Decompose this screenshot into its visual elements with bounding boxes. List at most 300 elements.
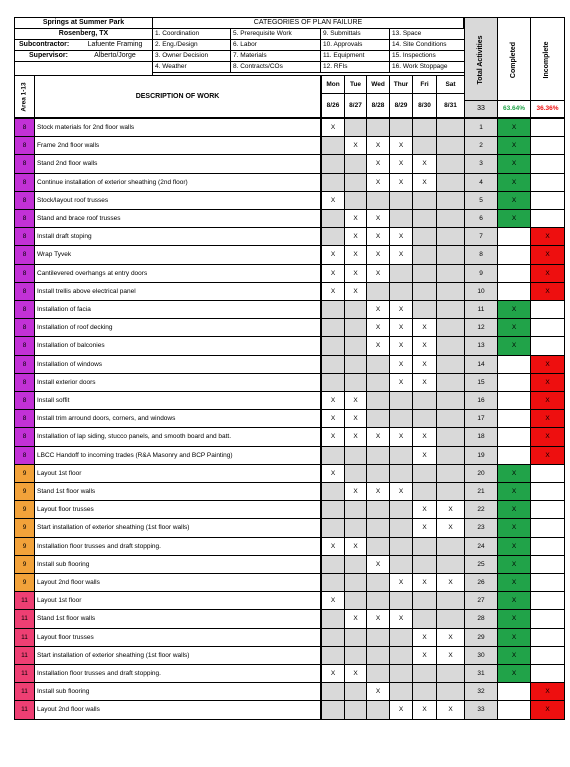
day-mark xyxy=(412,555,437,574)
activity-description: Installation of facia xyxy=(34,300,321,319)
area-cell: 8 xyxy=(14,391,35,410)
day-mark: X xyxy=(389,227,413,246)
area-cell: 11 xyxy=(14,700,35,720)
completed-cell: X xyxy=(497,154,531,174)
day-mark: X xyxy=(389,245,413,265)
completed-cell: X xyxy=(497,173,531,192)
activity-description: Install trim arround doors, corners, and windows xyxy=(34,409,321,428)
area-cell: 9 xyxy=(14,482,35,501)
area-header-label: Area 1-13 xyxy=(20,82,28,112)
day-mark: X xyxy=(321,245,345,265)
day-mark xyxy=(366,664,390,683)
category-item: 16. Work Stoppage xyxy=(389,61,465,73)
day-mark xyxy=(321,227,345,246)
day-mark: X xyxy=(366,318,390,337)
area-cell: 8 xyxy=(14,191,35,210)
incomplete-cell xyxy=(530,464,565,483)
day-mark xyxy=(389,282,413,301)
category-item: 2. Eng./Design xyxy=(152,39,231,51)
completed-cell xyxy=(497,264,531,283)
activity-number: 1 xyxy=(464,118,498,137)
activity-number: 29 xyxy=(464,628,498,647)
day-mark: X xyxy=(366,555,390,574)
day-mark xyxy=(321,318,345,337)
activity-number: 11 xyxy=(464,300,498,319)
day-mark xyxy=(344,518,367,538)
day-mark xyxy=(436,300,465,319)
completed-cell: X xyxy=(497,664,531,683)
day-mark xyxy=(321,573,345,592)
day-mark: X xyxy=(412,154,437,174)
day-mark xyxy=(366,700,390,720)
day-mark: X xyxy=(412,355,437,374)
day-mark xyxy=(412,300,437,319)
day-mark: X xyxy=(321,409,345,428)
activity-number: 27 xyxy=(464,591,498,610)
completed-cell: X xyxy=(497,573,531,592)
day-mark xyxy=(321,628,345,647)
activity-number: 24 xyxy=(464,537,498,556)
incomplete-cell: X xyxy=(530,700,565,720)
area-cell: 8 xyxy=(14,264,35,283)
completed-cell: X xyxy=(497,300,531,319)
day-mark: X xyxy=(321,664,345,683)
day-mark: X xyxy=(412,500,437,519)
completed-cell xyxy=(497,427,531,447)
category-item: 12. RFIs xyxy=(320,61,390,73)
day-mark: X xyxy=(366,173,390,192)
day-mark xyxy=(344,373,367,392)
activity-number: 4 xyxy=(464,173,498,192)
completed-cell: X xyxy=(497,118,531,137)
incomplete-cell xyxy=(530,518,565,538)
date-header: 8/28 xyxy=(366,93,390,118)
completed-cell: X xyxy=(497,482,531,501)
day-mark xyxy=(389,464,413,483)
day-mark xyxy=(436,318,465,337)
activity-description: Layout 1st floor xyxy=(34,464,321,483)
activity-number: 2 xyxy=(464,136,498,155)
total-activities-header xyxy=(464,17,498,101)
description-header: DESCRIPTION OF WORK xyxy=(34,75,321,118)
incomplete-cell: X xyxy=(530,227,565,246)
day-mark xyxy=(389,409,413,428)
day-mark: X xyxy=(436,518,465,538)
activity-number: 14 xyxy=(464,355,498,374)
area-cell: 8 xyxy=(14,336,35,356)
day-mark xyxy=(389,446,413,465)
area-cell: 8 xyxy=(14,446,35,465)
completed-cell xyxy=(497,682,531,701)
incomplete-cell xyxy=(530,500,565,519)
activity-description: Layout floor trusses xyxy=(34,628,321,647)
total-activities-label: Total Activities xyxy=(477,35,484,85)
day-mark xyxy=(389,646,413,665)
incomplete-cell xyxy=(530,537,565,556)
day-mark xyxy=(389,555,413,574)
incomplete-cell xyxy=(530,628,565,647)
day-mark: X xyxy=(366,227,390,246)
day-mark: X xyxy=(412,518,437,538)
day-mark: X xyxy=(412,628,437,647)
day-mark xyxy=(389,518,413,538)
day-mark xyxy=(412,245,437,265)
day-mark: X xyxy=(344,282,367,301)
completed-cell: X xyxy=(497,136,531,155)
activity-number: 8 xyxy=(464,245,498,265)
subcontractor-value: Lafuente Framing xyxy=(87,41,143,48)
activity-description: Stand and brace roof trusses xyxy=(34,209,321,228)
day-mark: X xyxy=(389,154,413,174)
date-header: 8/30 xyxy=(412,93,437,118)
day-mark xyxy=(321,136,345,155)
activity-number: 32 xyxy=(464,682,498,701)
day-mark: X xyxy=(344,482,367,501)
activity-number: 6 xyxy=(464,209,498,228)
day-mark xyxy=(366,391,390,410)
day-mark xyxy=(412,264,437,283)
day-mark xyxy=(366,464,390,483)
activity-description: Installation of roof decking xyxy=(34,318,321,337)
day-mark xyxy=(436,427,465,447)
day-mark: X xyxy=(366,300,390,319)
incomplete-cell xyxy=(530,573,565,592)
completed-cell xyxy=(497,245,531,265)
day-mark: X xyxy=(366,209,390,228)
completed-cell: X xyxy=(497,537,531,556)
day-mark xyxy=(344,300,367,319)
incomplete-cell xyxy=(530,591,565,610)
day-mark: X xyxy=(344,264,367,283)
day-mark: X xyxy=(412,573,437,592)
day-mark xyxy=(412,591,437,610)
day-mark xyxy=(389,500,413,519)
day-mark: X xyxy=(366,336,390,356)
day-mark xyxy=(366,628,390,647)
day-mark xyxy=(344,355,367,374)
categories-title: CATEGORIES OF PLAN FAILURE xyxy=(152,17,464,29)
day-mark xyxy=(344,646,367,665)
day-mark xyxy=(389,537,413,556)
day-mark xyxy=(321,446,345,465)
date-header: 8/31 xyxy=(436,93,465,118)
activity-description: Stock/layout roof trusses xyxy=(34,191,321,210)
incomplete-cell xyxy=(530,173,565,192)
day-mark: X xyxy=(412,336,437,356)
day-mark: X xyxy=(389,136,413,155)
summary-completed-pct: 63.64% xyxy=(497,100,531,118)
area-cell: 11 xyxy=(14,609,35,629)
day-mark: X xyxy=(436,500,465,519)
day-mark xyxy=(389,209,413,228)
day-mark xyxy=(344,464,367,483)
day-mark xyxy=(344,336,367,356)
day-mark xyxy=(436,482,465,501)
completed-cell: X xyxy=(497,609,531,629)
area-cell: 11 xyxy=(14,682,35,701)
day-mark xyxy=(436,591,465,610)
day-mark: X xyxy=(344,227,367,246)
date-header: 8/26 xyxy=(321,93,345,118)
supervisor-label: Supervisor: xyxy=(29,52,68,59)
activity-number: 25 xyxy=(464,555,498,574)
day-mark: X xyxy=(436,700,465,720)
activity-number: 30 xyxy=(464,646,498,665)
day-mark xyxy=(366,191,390,210)
day-header: Fri xyxy=(412,75,437,94)
day-mark xyxy=(389,264,413,283)
area-cell: 9 xyxy=(14,518,35,538)
incomplete-cell xyxy=(530,209,565,228)
activity-number: 33 xyxy=(464,700,498,720)
completed-cell: X xyxy=(497,518,531,538)
incomplete-cell: X xyxy=(530,355,565,374)
day-mark: X xyxy=(389,173,413,192)
area-cell: 8 xyxy=(14,154,35,174)
incomplete-cell xyxy=(530,555,565,574)
incomplete-cell xyxy=(530,609,565,629)
day-mark xyxy=(344,700,367,720)
day-mark: X xyxy=(321,118,345,137)
activity-number: 21 xyxy=(464,482,498,501)
day-mark xyxy=(321,482,345,501)
area-cell: 8 xyxy=(14,118,35,137)
day-mark: X xyxy=(389,573,413,592)
day-mark: X xyxy=(412,318,437,337)
completed-cell: X xyxy=(497,646,531,665)
activity-description: Stand 2nd floor walls xyxy=(34,154,321,174)
day-mark xyxy=(321,154,345,174)
day-mark xyxy=(321,355,345,374)
area-cell: 8 xyxy=(14,373,35,392)
day-mark: X xyxy=(321,391,345,410)
incomplete-cell: X xyxy=(530,427,565,447)
day-mark xyxy=(366,591,390,610)
incomplete-cell xyxy=(530,318,565,337)
day-mark xyxy=(344,591,367,610)
activity-number: 19 xyxy=(464,446,498,465)
activity-description: Stand 1st floor walls xyxy=(34,482,321,501)
day-mark xyxy=(321,609,345,629)
day-mark xyxy=(389,628,413,647)
day-mark: X xyxy=(389,336,413,356)
completed-cell: X xyxy=(497,555,531,574)
day-mark xyxy=(436,373,465,392)
day-mark xyxy=(321,300,345,319)
activity-description: Cantilevered overhangs at entry doors xyxy=(34,264,321,283)
activity-number: 5 xyxy=(464,191,498,210)
day-mark xyxy=(412,409,437,428)
incomplete-cell: X xyxy=(530,409,565,428)
day-mark: X xyxy=(366,427,390,447)
area-cell: 9 xyxy=(14,464,35,483)
day-mark: X xyxy=(412,446,437,465)
activity-number: 16 xyxy=(464,391,498,410)
day-mark: X xyxy=(389,300,413,319)
day-mark: X xyxy=(366,482,390,501)
day-mark xyxy=(366,573,390,592)
day-mark: X xyxy=(344,427,367,447)
day-mark xyxy=(344,318,367,337)
project-name: Springs at Summer Park xyxy=(14,17,153,29)
header-spacer xyxy=(14,61,153,76)
day-mark xyxy=(344,573,367,592)
incomplete-cell xyxy=(530,646,565,665)
day-mark xyxy=(389,191,413,210)
day-mark xyxy=(436,537,465,556)
project-location: Rosenberg, TX xyxy=(14,28,153,40)
day-mark: X xyxy=(389,355,413,374)
day-mark xyxy=(344,154,367,174)
day-mark xyxy=(436,227,465,246)
activity-description: Install soffit xyxy=(34,391,321,410)
incomplete-cell: X xyxy=(530,245,565,265)
day-mark xyxy=(412,664,437,683)
day-header: Wed xyxy=(366,75,390,94)
completed-cell: X xyxy=(497,464,531,483)
day-mark: X xyxy=(321,537,345,556)
day-mark xyxy=(412,282,437,301)
category-item: 3. Owner Decision xyxy=(152,50,231,62)
day-mark xyxy=(436,245,465,265)
day-mark xyxy=(412,118,437,137)
activity-description: Frame 2nd floor walls xyxy=(34,136,321,155)
category-item: 5. Prerequisite Work xyxy=(230,28,321,40)
day-mark xyxy=(389,591,413,610)
day-mark xyxy=(366,518,390,538)
day-mark: X xyxy=(366,264,390,283)
day-mark: X xyxy=(436,573,465,592)
incomplete-cell xyxy=(530,664,565,683)
day-mark xyxy=(366,282,390,301)
area-cell: 11 xyxy=(14,646,35,665)
activity-number: 31 xyxy=(464,664,498,683)
day-mark: X xyxy=(436,646,465,665)
day-mark xyxy=(436,664,465,683)
day-mark: X xyxy=(389,482,413,501)
day-mark xyxy=(321,173,345,192)
area-cell: 9 xyxy=(14,500,35,519)
day-mark: X xyxy=(321,282,345,301)
day-mark xyxy=(321,336,345,356)
day-mark: X xyxy=(412,427,437,447)
activity-number: 17 xyxy=(464,409,498,428)
incomplete-cell xyxy=(530,191,565,210)
completed-cell: X xyxy=(497,336,531,356)
area-cell: 8 xyxy=(14,209,35,228)
category-item: 8. Contracts/COs xyxy=(230,61,321,73)
day-mark xyxy=(344,682,367,701)
day-mark: X xyxy=(366,682,390,701)
activity-description: Install trellis above electrical panel xyxy=(34,282,321,301)
day-mark xyxy=(436,336,465,356)
category-item: 6. Labor xyxy=(230,39,321,51)
day-mark xyxy=(412,136,437,155)
activity-description: Wrap Tyvek xyxy=(34,245,321,265)
activity-number: 15 xyxy=(464,373,498,392)
day-mark xyxy=(344,628,367,647)
completed-label: Completed xyxy=(510,41,517,79)
day-mark xyxy=(436,191,465,210)
day-mark: X xyxy=(344,245,367,265)
day-mark xyxy=(344,191,367,210)
completed-cell xyxy=(497,391,531,410)
activity-number: 12 xyxy=(464,318,498,337)
activity-description: Install draft stoping xyxy=(34,227,321,246)
area-header xyxy=(14,75,35,118)
category-item: 9. Submittals xyxy=(320,28,390,40)
area-cell: 8 xyxy=(14,355,35,374)
completed-cell xyxy=(497,700,531,720)
day-mark xyxy=(412,537,437,556)
subcontractor-label: Subcontractor: xyxy=(19,41,70,48)
activity-description: Installation of balconies xyxy=(34,336,321,356)
day-mark: X xyxy=(321,591,345,610)
category-item: 13. Space xyxy=(389,28,465,40)
day-mark xyxy=(344,173,367,192)
day-mark xyxy=(436,136,465,155)
incomplete-cell: X xyxy=(530,391,565,410)
day-mark xyxy=(436,282,465,301)
day-mark xyxy=(321,209,345,228)
activity-description: Layout floor trusses xyxy=(34,500,321,519)
area-cell: 8 xyxy=(14,409,35,428)
activity-description: Continue installation of exterior sheathing (2nd floor) xyxy=(34,173,321,192)
activity-number: 20 xyxy=(464,464,498,483)
day-mark xyxy=(321,682,345,701)
category-item: 11. Equipment xyxy=(320,50,390,62)
day-mark: X xyxy=(389,373,413,392)
summary-total: 33 xyxy=(464,100,498,118)
day-mark: X xyxy=(389,427,413,447)
day-mark: X xyxy=(321,191,345,210)
day-mark: X xyxy=(344,537,367,556)
day-mark: X xyxy=(321,264,345,283)
activity-number: 26 xyxy=(464,573,498,592)
day-mark: X xyxy=(321,427,345,447)
day-mark: X xyxy=(344,136,367,155)
day-mark xyxy=(366,446,390,465)
day-mark: X xyxy=(366,609,390,629)
area-cell: 9 xyxy=(14,537,35,556)
activity-description: LBCC Handoff to incoming trades (R&A Masonry and BCP Painting) xyxy=(34,446,321,465)
day-mark: X xyxy=(344,609,367,629)
day-mark: X xyxy=(344,664,367,683)
activity-description: Layout 2nd floor walls xyxy=(34,573,321,592)
incomplete-cell xyxy=(530,154,565,174)
day-mark: X xyxy=(366,154,390,174)
day-mark xyxy=(436,391,465,410)
day-mark xyxy=(344,118,367,137)
completed-cell xyxy=(497,282,531,301)
day-mark xyxy=(321,518,345,538)
day-mark xyxy=(436,118,465,137)
completed-cell: X xyxy=(497,628,531,647)
activity-number: 23 xyxy=(464,518,498,538)
activity-description: Stand 1st floor walls xyxy=(34,609,321,629)
activity-number: 28 xyxy=(464,609,498,629)
completed-cell xyxy=(497,355,531,374)
day-mark: X xyxy=(389,700,413,720)
day-mark: X xyxy=(389,318,413,337)
day-mark: X xyxy=(412,373,437,392)
area-cell: 8 xyxy=(14,245,35,265)
day-mark: X xyxy=(344,391,367,410)
category-item: 4. Weather xyxy=(152,61,231,73)
day-header: Tue xyxy=(344,75,367,94)
area-cell: 8 xyxy=(14,282,35,301)
activity-number: 18 xyxy=(464,427,498,447)
